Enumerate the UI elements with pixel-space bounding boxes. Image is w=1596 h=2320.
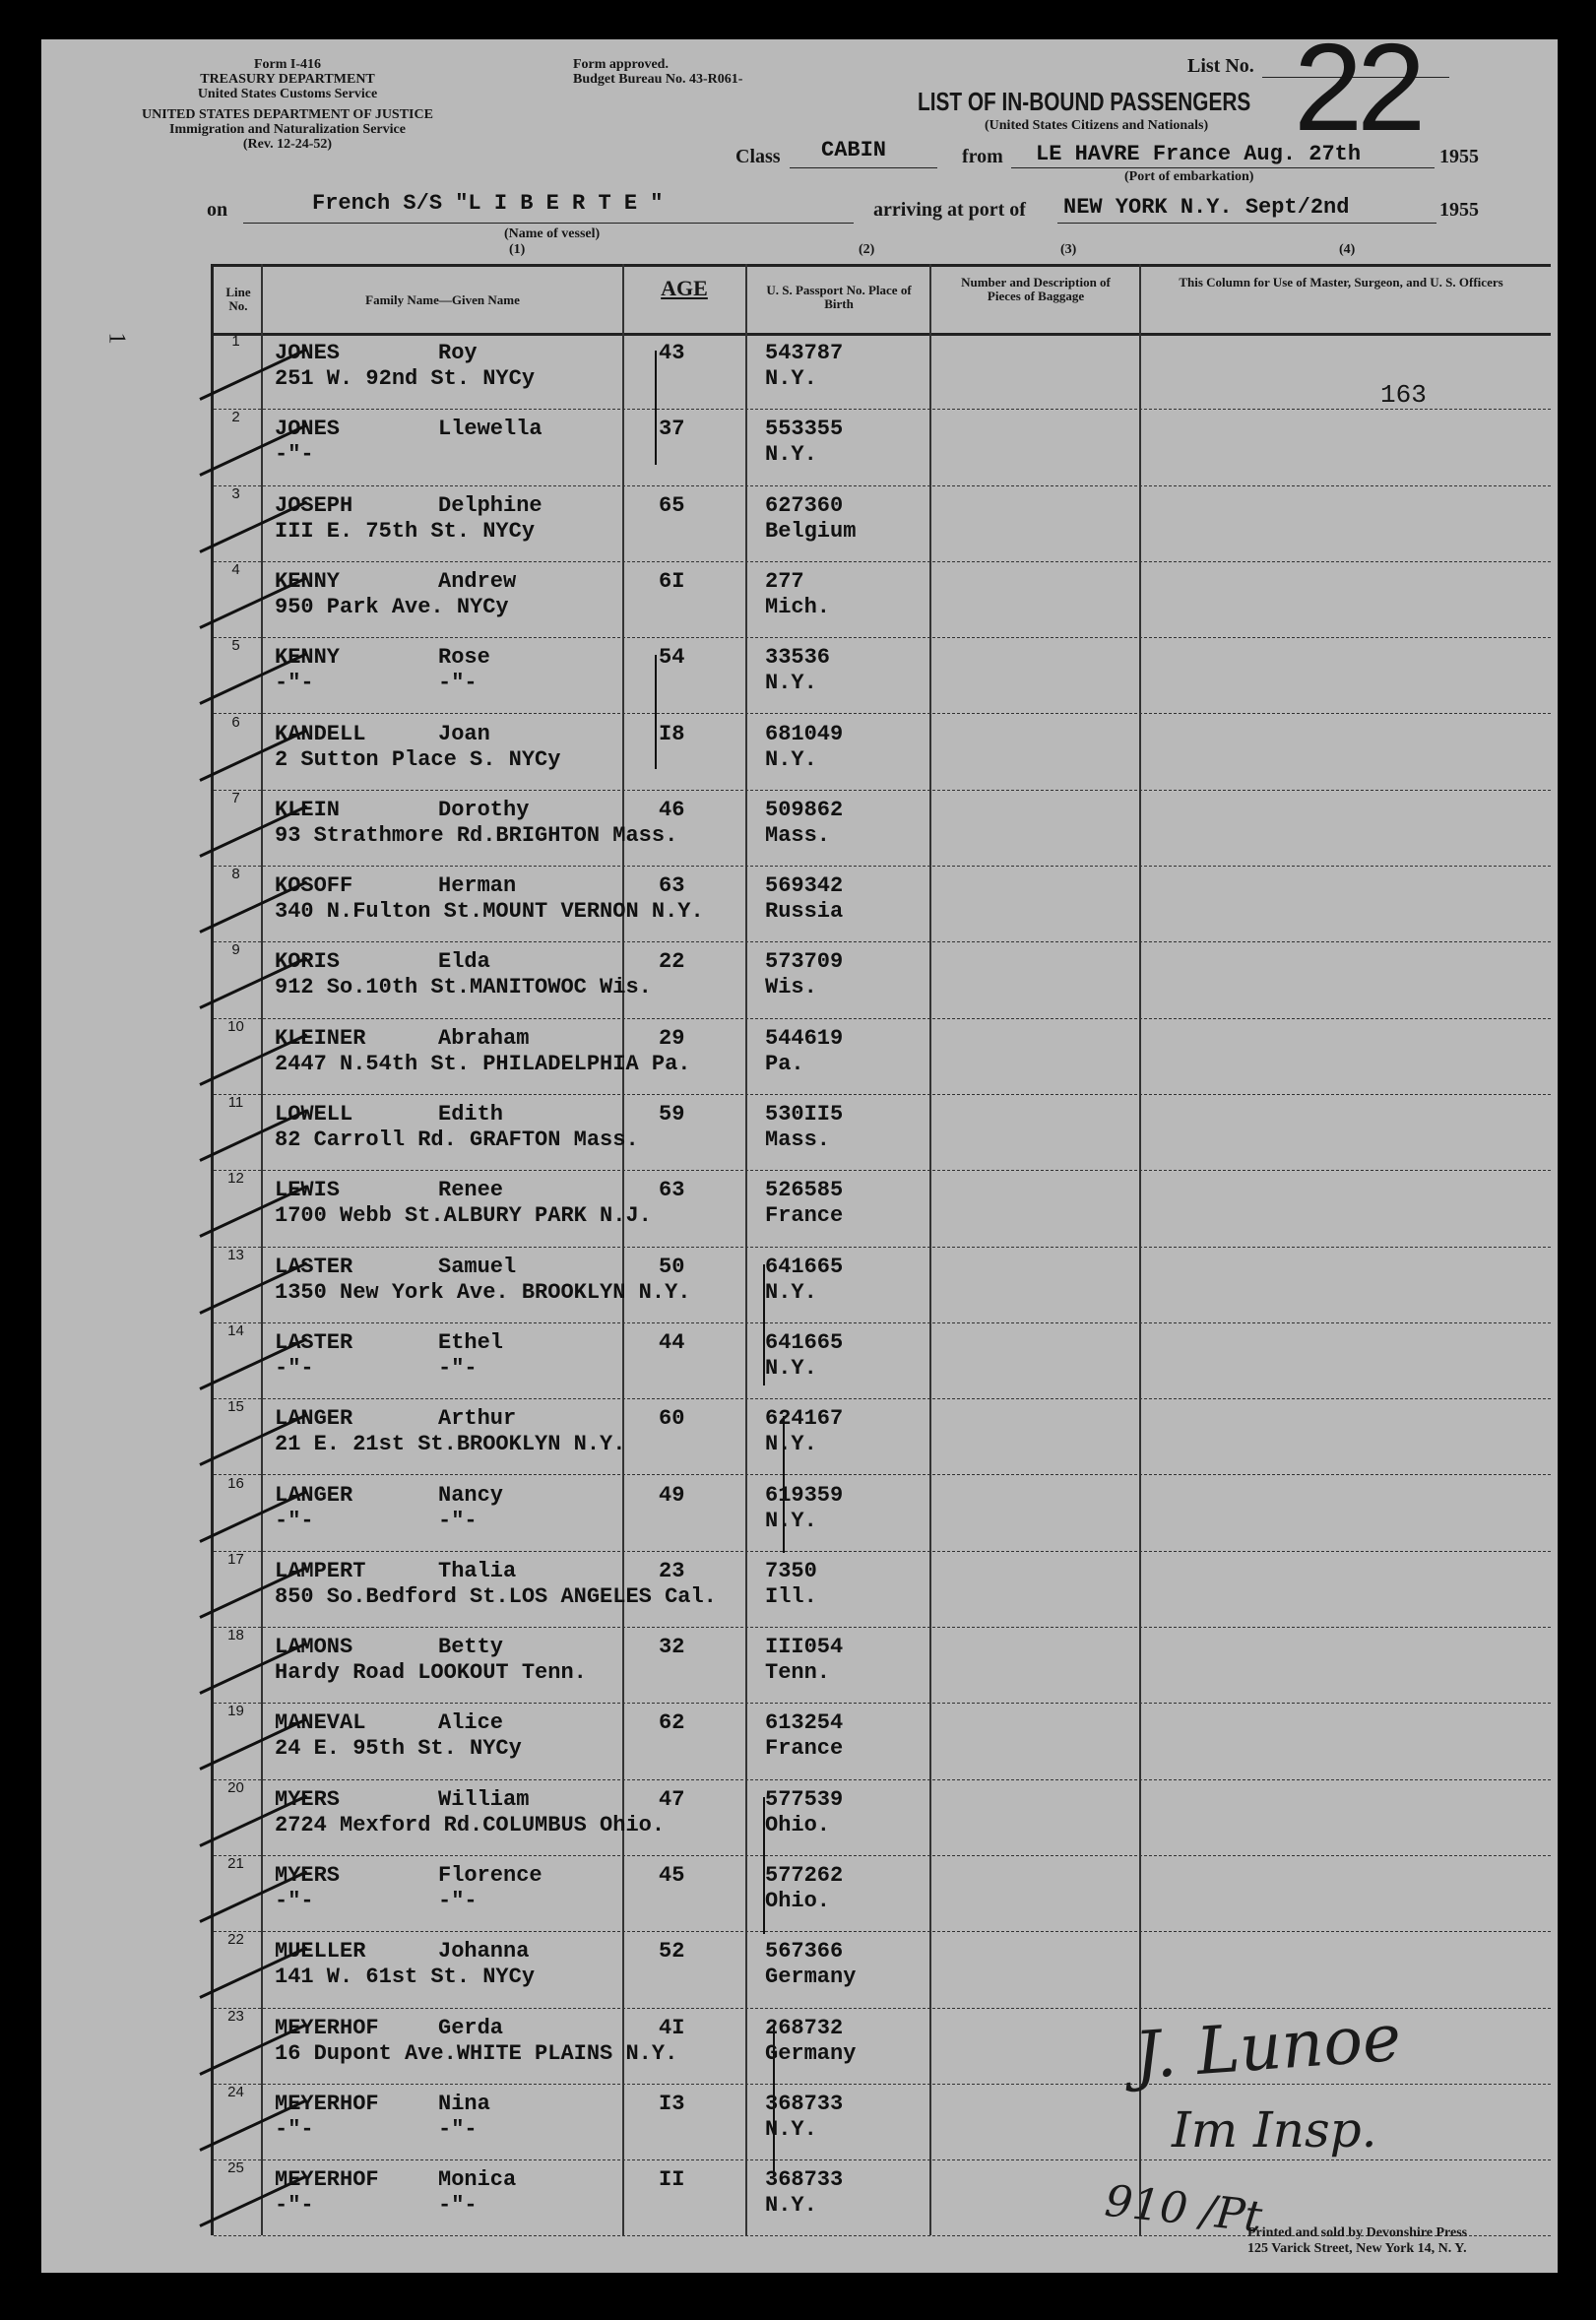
family-name: LAMPERT: [275, 1558, 366, 1583]
table-row: [214, 1094, 1551, 1170]
place-of-birth: N.Y.: [765, 1432, 817, 1457]
home-address: Hardy Road LOOKOUT Tenn.: [275, 1660, 587, 1686]
table-row: [214, 637, 1551, 713]
home-address: 1350 New York Ave. BROOKLYN N.Y.: [275, 1279, 691, 1305]
passenger-age: 63: [659, 1178, 685, 1203]
given-name: Nina: [438, 2091, 490, 2116]
printer-line: Printed and sold by Devonshire Press: [1247, 2225, 1468, 2240]
passport-number: 33536: [765, 645, 831, 671]
place-of-birth: Germany: [765, 1965, 857, 1990]
place-of-birth: Mich.: [765, 594, 831, 619]
place-of-birth: Belgium: [765, 518, 857, 544]
given-name: Thalia: [438, 1558, 517, 1583]
table-row: [214, 866, 1551, 941]
year-1: 1955: [1439, 146, 1479, 167]
passport-number: 569342: [765, 873, 844, 899]
family-name: LAMONS: [275, 1635, 353, 1660]
passport-number: 681049: [765, 721, 844, 746]
home-address: 251 W. 92nd St. NYCy: [275, 366, 536, 391]
given-name: William: [438, 1786, 530, 1812]
family-name: KLEIN: [275, 797, 341, 822]
family-name: LOWELL: [275, 1102, 353, 1127]
port-value: NEW YORK N.Y. Sept/2nd: [1063, 195, 1350, 220]
passport-number: 277: [765, 568, 804, 594]
line-number: 7: [231, 789, 240, 806]
passport-number: 567366: [765, 1939, 844, 1965]
passport-number: 641665: [765, 1329, 844, 1355]
manifest-subtitle: (United States Citizens and Nationals): [985, 118, 1209, 133]
passport-number: 641665: [765, 1254, 844, 1279]
class-value: CABIN: [821, 138, 887, 162]
passenger-age: 52: [659, 1939, 685, 1965]
place-of-birth: Germany: [765, 2040, 857, 2066]
place-of-birth: Ohio.: [765, 1889, 831, 1913]
pen-mark: [655, 655, 657, 769]
line-number: 22: [227, 1931, 244, 1949]
manifest-title: LIST OF IN-BOUND PASSENGERS: [918, 87, 1251, 116]
line-number: 10: [227, 1017, 244, 1035]
home-address: 850 So.Bedford St.LOS ANGELES Cal.: [275, 1583, 717, 1609]
line-number: 5: [231, 637, 240, 655]
family-name: JONES: [275, 341, 341, 365]
home-address: -"-: [275, 1355, 314, 1381]
family-name: KENNY: [275, 568, 341, 594]
passenger-age: I8: [659, 721, 685, 746]
place-of-birth: France: [765, 1203, 844, 1229]
family-name: MEYERHOF: [275, 2015, 379, 2040]
col-num-4: (4): [1339, 242, 1356, 257]
line-number: 20: [227, 1778, 244, 1796]
given-name: Johanna: [438, 1939, 530, 1965]
line-number: 16: [227, 1474, 244, 1492]
treasury-dept: TREASURY DEPARTMENT: [200, 72, 375, 87]
family-name: KOSOFF: [275, 873, 353, 899]
given-name: Abraham: [438, 1025, 530, 1051]
passenger-age: 59: [659, 1102, 685, 1127]
form-approval: [573, 57, 742, 87]
line-number: 13: [227, 1246, 244, 1263]
given-name: Edith: [438, 1102, 504, 1127]
given-name: Renee: [438, 1178, 504, 1203]
place-of-birth: N.Y.: [765, 1355, 817, 1381]
passenger-age: 65: [659, 492, 685, 518]
table-row: [214, 1475, 1551, 1551]
place-of-birth: N.Y.: [765, 671, 817, 696]
passenger-age: 37: [659, 417, 685, 442]
passenger-age: 60: [659, 1406, 685, 1432]
passport-number: 530II5: [765, 1102, 844, 1127]
place-of-birth: N.Y.: [765, 1508, 817, 1533]
passenger-age: 63: [659, 873, 685, 899]
table-row: [214, 1855, 1551, 1931]
vessel-blank: [243, 223, 854, 224]
given-name: Monica: [438, 2167, 517, 2193]
home-address: 141 W. 61st St. NYCy: [275, 1965, 536, 1990]
place-of-birth: N.Y.: [765, 366, 817, 391]
home-address: -"-: [275, 671, 314, 696]
col-num-1: (1): [509, 242, 526, 257]
col-header-officers: This Column for Use of Master, Surgeon, and U. S. Officers: [1179, 275, 1503, 290]
line-number: 3: [231, 484, 240, 502]
passport-number: 368733: [765, 2091, 844, 2116]
embarkation-value: LE HAVRE France Aug. 27th: [1036, 142, 1362, 166]
home-address: -"-: [275, 1508, 314, 1533]
place-of-birth: France: [765, 1736, 844, 1762]
home-address: -"-: [275, 2193, 314, 2219]
given-name: Llewella: [438, 417, 543, 442]
given-name: Joan: [438, 721, 490, 746]
family-name: LANGER: [275, 1482, 353, 1508]
given-name: Herman: [438, 873, 517, 899]
vessel-name: French S/S "L I B E R T E ": [312, 191, 664, 216]
passenger-age: 44: [659, 1329, 685, 1355]
table-row: [214, 1779, 1551, 1855]
pen-mark: [763, 1264, 765, 1386]
place-of-birth: N.Y.: [765, 2193, 817, 2219]
passenger-age: 45: [659, 1863, 685, 1888]
given-name: Florence: [438, 1863, 543, 1888]
inspector-title: Im Insp.: [1172, 2101, 1377, 2159]
passport-number: 624167: [765, 1406, 844, 1432]
place-of-birth: N.Y.: [765, 1279, 817, 1305]
given-ditto: -"-: [438, 2116, 478, 2142]
given-ditto: -"-: [438, 1355, 478, 1381]
passport-number: 544619: [765, 1025, 844, 1051]
handwritten-note: 910 /Pt: [1102, 2175, 1265, 2243]
given-name: Nancy: [438, 1482, 504, 1508]
given-name: Delphine: [438, 492, 543, 518]
justice-dept: UNITED STATES DEPARTMENT OF JUSTICE: [142, 107, 433, 122]
line-number: 23: [227, 2007, 244, 2025]
line-number: 21: [227, 1855, 244, 1872]
place-of-birth: Ill.: [765, 1583, 817, 1609]
passenger-age: 6I: [659, 568, 685, 594]
inspector-signature: J. Lunoe: [1131, 1999, 1404, 2094]
col-header-name: Family Name—Given Name: [365, 292, 520, 307]
passport-number: 268732: [765, 2015, 844, 2040]
from-label: from: [962, 146, 1003, 167]
family-name: JONES: [275, 417, 341, 442]
family-name: JOSEPH: [275, 492, 353, 518]
home-address: 340 N.Fulton St.MOUNT VERNON N.Y.: [275, 899, 704, 925]
pen-mark: [783, 1416, 785, 1553]
family-name: MANEVAL: [275, 1710, 366, 1736]
col-header-baggage: Number and Description of Pieces of Baggage: [961, 275, 1111, 303]
pen-mark: [763, 1797, 765, 1934]
given-ditto: -"-: [438, 671, 478, 696]
given-name: Alice: [438, 1710, 504, 1736]
table-row: [214, 1931, 1551, 2007]
form-number: Form I-416: [253, 57, 322, 72]
passport-number: 553355: [765, 417, 844, 442]
family-name: KENNY: [275, 645, 341, 671]
home-address: 950 Park Ave. NYCy: [275, 594, 509, 619]
passenger-age: 32: [659, 1635, 685, 1660]
place-of-birth: Russia: [765, 899, 844, 925]
col-num-2: (2): [859, 242, 875, 257]
given-name: Andrew: [438, 568, 517, 594]
given-name: Roy: [438, 341, 478, 365]
passport-number: 526585: [765, 1178, 844, 1203]
place-of-birth: Pa.: [765, 1051, 804, 1076]
line-number: 8: [231, 866, 240, 883]
form-header-left: [100, 57, 475, 152]
passenger-manifest-page: [41, 39, 1558, 2273]
line-number: 2: [231, 409, 240, 426]
home-address: 2724 Mexford Rd.COLUMBUS Ohio.: [275, 1812, 666, 1837]
family-name: LEWIS: [275, 1178, 341, 1203]
line-number: 17: [227, 1550, 244, 1568]
table-top-border: [214, 264, 1551, 267]
line-number: 19: [227, 1703, 244, 1720]
place-of-birth: N.Y.: [765, 746, 817, 772]
passenger-age: I3: [659, 2091, 685, 2116]
line-number: 15: [227, 1398, 244, 1416]
list-number: 22: [1294, 39, 1421, 157]
place-of-birth: Ohio.: [765, 1812, 831, 1837]
passport-number: 573709: [765, 949, 844, 975]
line-number: 1: [231, 333, 240, 350]
given-name: Betty: [438, 1635, 504, 1660]
passenger-age: 43: [659, 341, 685, 365]
table-row: [214, 1703, 1551, 1778]
customs-service: United States Customs Service: [197, 87, 378, 101]
family-name: LASTER: [275, 1254, 353, 1279]
passenger-age: 50: [659, 1254, 685, 1279]
passport-number: 368733: [765, 2167, 844, 2193]
table-row: [214, 1170, 1551, 1246]
col-header-line: Line No.: [225, 285, 251, 313]
passenger-age: 54: [659, 645, 685, 671]
table-row: [214, 333, 1551, 409]
table-row: [214, 409, 1551, 484]
given-name: Samuel: [438, 1254, 517, 1279]
line-number: 12: [227, 1170, 244, 1188]
col-header-age: AGE: [661, 276, 708, 300]
arriving-label: arriving at port of: [873, 199, 1026, 221]
class-label: Class: [735, 146, 781, 167]
passenger-table: [211, 264, 1551, 2235]
family-name: MEYERHOF: [275, 2167, 379, 2193]
home-address: 21 E. 21st St.BROOKLYN N.Y.: [275, 1432, 626, 1457]
pen-mark: [773, 2026, 775, 2178]
table-row: [214, 790, 1551, 866]
given-ditto: -"-: [438, 1889, 478, 1913]
table-row: [214, 1018, 1551, 1094]
embarkation-caption: (Port of embarkation): [1124, 169, 1254, 184]
place-of-birth: Mass.: [765, 1128, 831, 1152]
given-ditto: -"-: [438, 1508, 478, 1533]
table-row: [214, 485, 1551, 561]
family-name: KORIS: [275, 949, 341, 975]
passenger-age: 47: [659, 1786, 685, 1812]
family-name: MYERS: [275, 1786, 341, 1812]
line-number: 24: [227, 2083, 244, 2100]
printer-address: 125 Varick Street, New York 14, N. Y.: [1247, 2241, 1467, 2256]
form-approved-label: Form approved.: [573, 57, 669, 72]
place-of-birth: N.Y.: [765, 442, 817, 468]
ins-service: Immigration and Naturalization Service: [169, 122, 406, 137]
year-2: 1955: [1439, 199, 1479, 221]
passport-number: 577262: [765, 1863, 844, 1888]
table-row: [214, 561, 1551, 637]
family-name: KLEINER: [275, 1025, 366, 1051]
given-name: Dorothy: [438, 797, 530, 822]
home-address: 2 Sutton Place S. NYCy: [275, 746, 561, 772]
table-row: [214, 2159, 1551, 2235]
home-address: -"-: [275, 2116, 314, 2142]
home-address: -"-: [275, 442, 314, 468]
place-of-birth: N.Y.: [765, 2116, 817, 2142]
passport-number: 7350: [765, 1558, 817, 1583]
home-address: 16 Dupont Ave.WHITE PLAINS N.Y.: [275, 2040, 678, 2066]
home-address: 93 Strathmore Rd.BRIGHTON Mass.: [275, 822, 678, 848]
officer-note: 163: [1380, 380, 1427, 410]
table-row: [214, 941, 1551, 1017]
home-address: 1700 Webb St.ALBURY PARK N.J.: [275, 1203, 652, 1229]
table-row: [214, 1398, 1551, 1474]
line-number: 25: [227, 2159, 244, 2177]
line-number: 14: [227, 1321, 244, 1339]
passenger-age: II: [659, 2167, 685, 2193]
from-blank: [1011, 167, 1435, 168]
side-mark: 1: [103, 332, 130, 345]
passenger-age: 62: [659, 1710, 685, 1736]
on-label: on: [207, 199, 228, 221]
form-revision: (Rev. 12-24-52): [242, 137, 333, 152]
passport-number: 509862: [765, 797, 844, 822]
line-number: 11: [227, 1094, 244, 1111]
home-address: 912 So.10th St.MANITOWOC Wis.: [275, 975, 652, 1000]
table-row: [214, 1247, 1551, 1322]
passport-number: 613254: [765, 1710, 844, 1736]
col-header-passport: U. S. Passport No. Place of Birth: [766, 283, 912, 311]
passenger-age: 29: [659, 1025, 685, 1051]
passport-number: 577539: [765, 1786, 844, 1812]
home-address: 2447 N.54th St. PHILADELPHIA Pa.: [275, 1051, 691, 1076]
col-num-3: (3): [1060, 242, 1077, 257]
class-blank: [790, 167, 937, 168]
vessel-caption: (Name of vessel): [504, 226, 601, 241]
family-name: LASTER: [275, 1329, 353, 1355]
home-address: -"-: [275, 1889, 314, 1913]
family-name: MUELLER: [275, 1939, 366, 1965]
passport-number: III054: [765, 1635, 844, 1660]
passenger-age: 4I: [659, 2015, 685, 2040]
table-row: [214, 1551, 1551, 1627]
place-of-birth: Mass.: [765, 822, 831, 848]
passenger-age: 23: [659, 1558, 685, 1583]
family-name: MEYERHOF: [275, 2091, 379, 2116]
table-row: [214, 714, 1551, 790]
given-name: Gerda: [438, 2015, 504, 2040]
passport-number: 543787: [765, 341, 844, 365]
table-row: [214, 1627, 1551, 1703]
family-name: LANGER: [275, 1406, 353, 1432]
home-address: 24 E. 95th St. NYCy: [275, 1736, 522, 1762]
budget-bureau: Budget Bureau No. 43-R061-: [573, 72, 743, 87]
passenger-age: 22: [659, 949, 685, 975]
passport-number: 619359: [765, 1482, 844, 1508]
passenger-age: 49: [659, 1482, 685, 1508]
place-of-birth: Wis.: [765, 975, 817, 1000]
given-name: Ethel: [438, 1329, 504, 1355]
passenger-age: 46: [659, 797, 685, 822]
given-name: Elda: [438, 949, 490, 975]
given-ditto: -"-: [438, 2193, 478, 2219]
place-of-birth: Tenn.: [765, 1660, 831, 1686]
line-number: 9: [231, 941, 240, 959]
line-number: 4: [231, 560, 240, 578]
list-no-label: List No.: [1187, 55, 1254, 77]
family-name: MYERS: [275, 1863, 341, 1888]
line-number: 6: [231, 713, 240, 731]
port-blank: [1057, 223, 1436, 224]
family-name: KANDELL: [275, 721, 366, 746]
home-address: III E. 75th St. NYCy: [275, 518, 536, 544]
line-number: 18: [227, 1627, 244, 1644]
table-row: [214, 1322, 1551, 1398]
given-name: Arthur: [438, 1406, 517, 1432]
passport-number: 627360: [765, 492, 844, 518]
given-name: Rose: [438, 645, 490, 671]
pen-mark: [655, 351, 657, 465]
home-address: 82 Carroll Rd. GRAFTON Mass.: [275, 1128, 639, 1152]
